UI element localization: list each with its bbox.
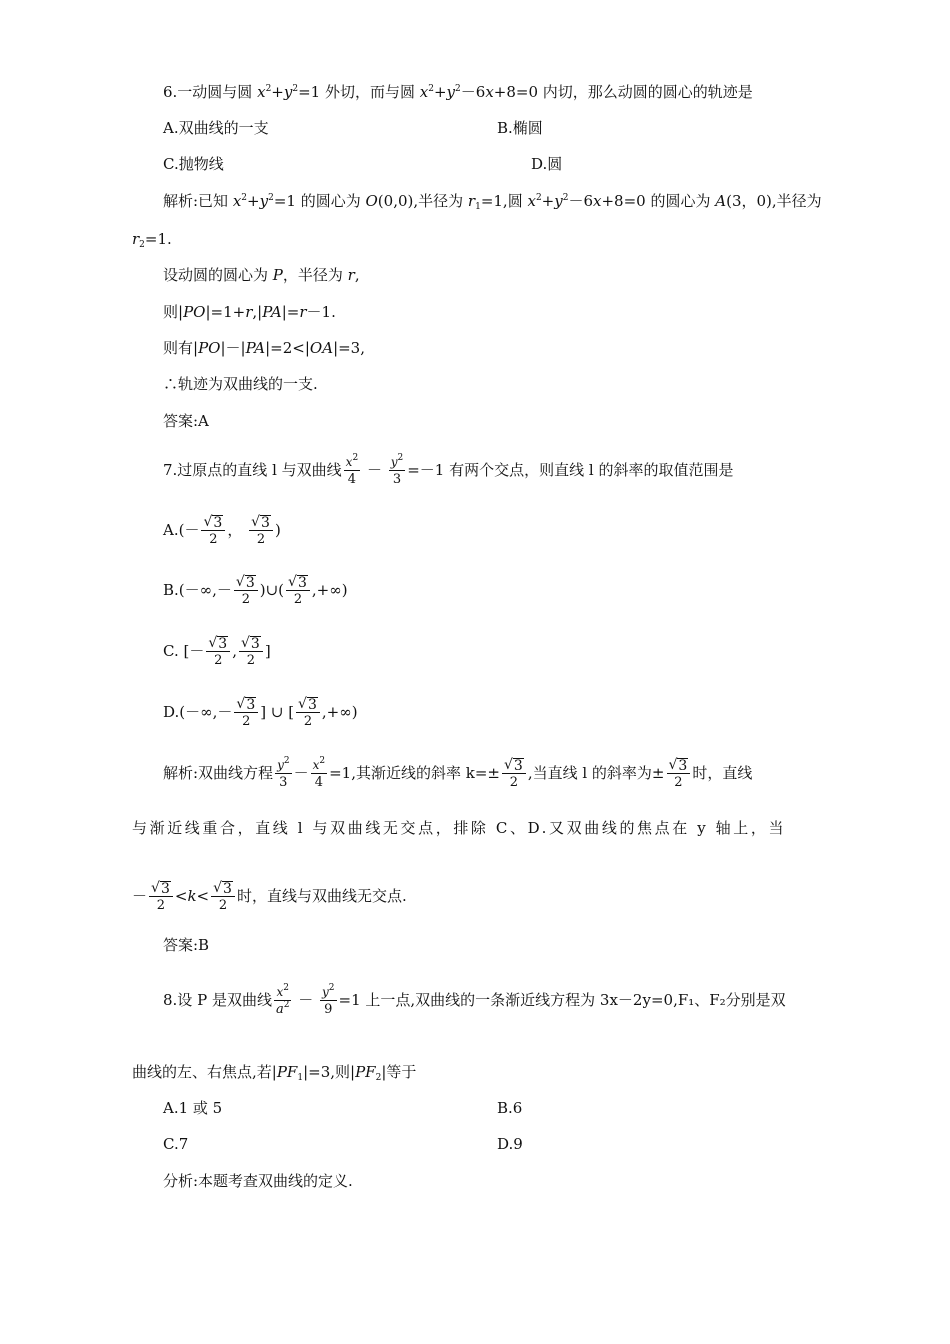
q6-option-a: A.双曲线的一支 xyxy=(163,119,269,137)
q7-solution-line-3: － √ 3 2 <k< √ 3 2 时，直线与双曲线无交点. xyxy=(132,879,407,913)
q7-stem: 7.过原点的直线 l 与双曲线 $\frac{x^2}{4}$ － $\frac{y^2}{3}$ =－1 有两个交点，则直线 l 的斜率的取值范围是 xyxy=(163,452,734,487)
q8-option-c: C.7 xyxy=(163,1135,189,1153)
q6-solution-line-1: 解析:已知 $x^2+y^2=1$ 的圆心为 O(0,0),半径为 $r_1=1$,圆 $x^2+y^2-6x+8=0$ 的圆心为 A(3，0),半径为 xyxy=(163,192,822,212)
q6-option-c: C.抛物线 xyxy=(163,155,224,173)
q6-answer: 答案:A xyxy=(163,412,209,430)
q7-option-d: D.(－∞,－ √ 3 2 ] ∪ [ √ 3 2 ,+∞) xyxy=(163,695,358,729)
q8-option-b: B.6 xyxy=(497,1099,523,1117)
q8-option-a: A.1 或 5 xyxy=(163,1099,223,1117)
q7-option-c: C. [－ √ 3 2 , √ 3 2 ] xyxy=(163,634,271,668)
q6-stem: 6.一动圆与圆 $x^2+y^2=1$ 外切，而与圆 $x^2+y^2-6x+8=0$ 内切，那么动圆的圆心的轨迹是 xyxy=(163,83,753,101)
q7-option-a: A.(－ √ 3 2 ， √ 3 2 ) xyxy=(163,513,281,547)
q8-stem-line-1: 8.设 P 是双曲线 $\frac{x^2}{a^2}$ － $\frac{y^2}{9}$ =1 上一点,双曲线的一条渐近线方程为 3x－2y=0,F₁、F₂分别是双 xyxy=(163,982,786,1017)
q6-solution-line-4: 则|PO|=1+r,|PA|=r－1. xyxy=(163,303,336,321)
q8-option-d: D.9 xyxy=(497,1135,523,1153)
q8-stem-line-2: 曲线的左、右焦点,若$|PF_1|=3$,则$|PF_2|$等于 xyxy=(132,1063,417,1083)
q7-solution-line-2: 与渐近线重合，直线 l 与双曲线无交点，排除 C、D.又双曲线的焦点在 y 轴上，当 xyxy=(132,819,787,837)
q7-solution-line-1: 解析:双曲线方程 $\frac{y^2}{3}$ － $\frac{x^2}{4}$ =1,其渐近线的斜率 k=± √ 3 2 ,当直线 l 的斜率为± √ 3 2 时，直线 xyxy=(163,755,753,790)
q6-option-d: D.圆 xyxy=(531,155,563,173)
q8-analysis: 分析:本题考查双曲线的定义. xyxy=(163,1172,353,1190)
q6-solution-line-5: 则有|PO|－|PA|=2<|OA|=3, xyxy=(163,339,365,357)
q7-answer: 答案:B xyxy=(163,936,210,954)
q6-solution-line-3: 设动圆的圆心为 P，半径为 r, xyxy=(163,266,360,284)
q6-solution-line-6: ∴轨迹为双曲线的一支. xyxy=(163,375,318,393)
q6-option-b: B.椭圆 xyxy=(497,119,543,137)
q7-option-b: B.(－∞,－ √ 3 2 )∪( √ 3 2 ,+∞) xyxy=(163,573,348,607)
q6-solution-line-2: $r_2=1$. xyxy=(132,230,172,250)
